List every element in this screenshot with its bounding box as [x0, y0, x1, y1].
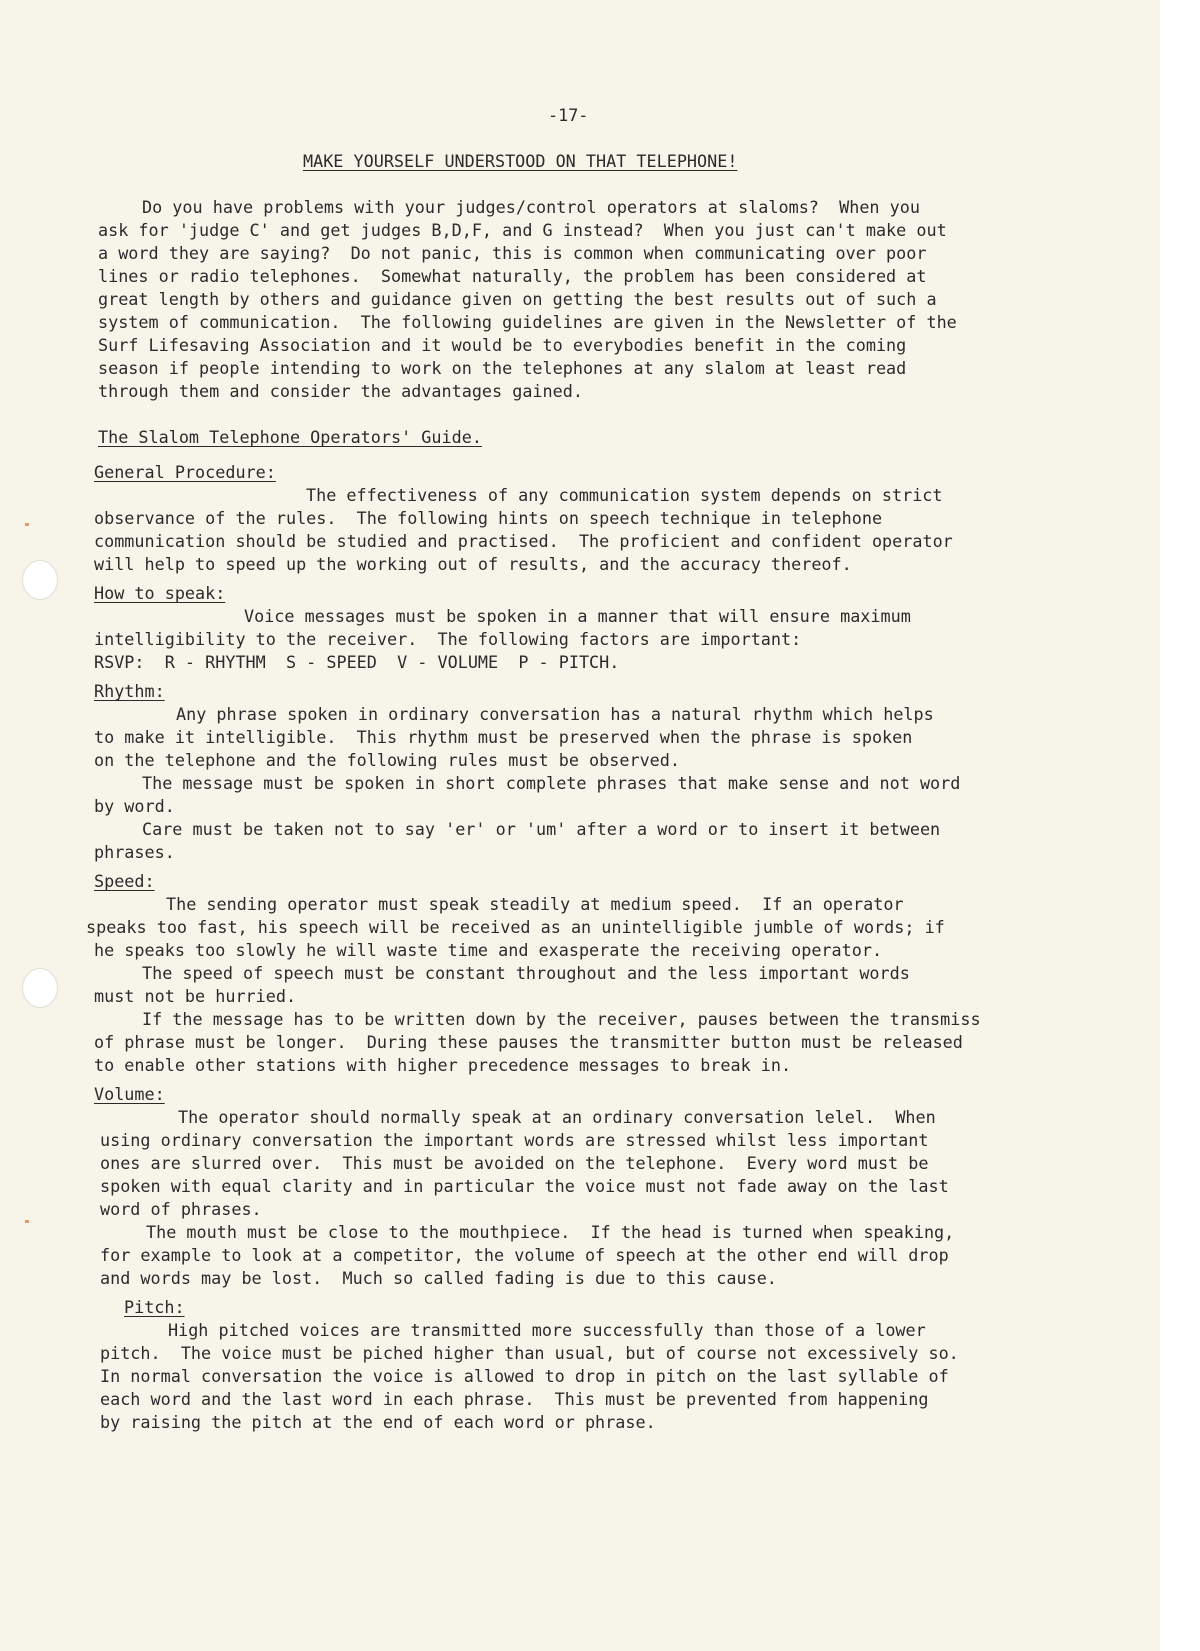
- guide-title: The Slalom Telephone Operators' Guide.: [98, 427, 482, 447]
- page-title: MAKE YOURSELF UNDERSTOOD ON THAT TELEPHONE!: [303, 151, 738, 171]
- intro-line: system of communication. The following guidelines are given in the Newsletter of the: [98, 312, 957, 332]
- volume-line: ones are slurred over. This must be avoided on the telephone. Every word must be: [100, 1153, 929, 1173]
- how-line: intelligibility to the receiver. The following factors are important:: [94, 629, 802, 649]
- volume-line: for example to look at a competitor, the volume of speech at the other end will drop: [100, 1245, 949, 1265]
- volume-line: using ordinary conversation the important words are stressed whilst less important: [100, 1130, 929, 1150]
- pitch-line: by raising the pitch at the end of each word or phrase.: [100, 1412, 656, 1432]
- pitch-line: High pitched voices are transmitted more successfully than those of a lower: [168, 1320, 926, 1340]
- rhythm-heading: Rhythm:: [94, 681, 165, 701]
- speed-line: to enable other stations with higher precedence messages to break in.: [94, 1055, 792, 1075]
- intro-line: lines or radio telephones. Somewhat naturally, the problem has been considered at: [98, 266, 927, 286]
- speed-line: he speaks too slowly he will waste time and exasperate the receiving operator.: [94, 940, 883, 960]
- intro-line: a word they are saying? Do not panic, this is common when communicating over poor: [98, 243, 927, 263]
- rhythm-line: to make it intelligible. This rhythm must be preserved when the phrase is spoken: [94, 727, 913, 747]
- general-line: will help to speed up the working out of results, and the accuracy thereof.: [94, 554, 852, 574]
- volume-line: word of phrases.: [100, 1199, 262, 1219]
- general-line: The effectiveness of any communication system depends on strict: [306, 485, 943, 505]
- speed-line: The sending operator must speak steadily at medium speed. If an operator: [166, 894, 904, 914]
- volume-line: spoken with equal clarity and in particular the voice must not fade away on the last: [100, 1176, 949, 1196]
- intro-line: great length by others and guidance given on getting the best results out of such a: [98, 289, 937, 309]
- intro-line: ask for 'judge C' and get judges B,D,F, and G instead? When you just can't make out: [98, 220, 947, 240]
- volume-line: The mouth must be close to the mouthpiece. If the head is turned when speaking,: [146, 1222, 955, 1242]
- intro-line: season if people intending to work on the telephones at any slalom at least read: [98, 358, 907, 378]
- intro-line: Surf Lifesaving Association and it would be to everybodies benefit in the coming: [98, 335, 907, 355]
- pitch-line: In normal conversation the voice is allowed to drop in pitch on the last syllable of: [100, 1366, 949, 1386]
- how-heading: How to speak:: [94, 583, 226, 603]
- page-number: -17-: [548, 105, 589, 125]
- document-body: [86, 0, 1158, 1463]
- margin-mark: [25, 523, 29, 526]
- pitch-line: pitch. The voice must be piched higher than usual, but of course not excessively so.: [100, 1343, 959, 1363]
- speed-heading: Speed:: [94, 871, 155, 891]
- rhythm-line: by word.: [94, 796, 175, 816]
- general-line: communication should be studied and practised. The proficient and confident operator: [94, 531, 953, 551]
- speed-line: must not be hurried.: [94, 986, 297, 1006]
- rhythm-line: Care must be taken not to say 'er' or 'um' after a word or to insert it between: [142, 819, 941, 839]
- pitch-line: each word and the last word in each phrase. This must be prevented from happening: [100, 1389, 929, 1409]
- punch-hole-bottom: [22, 968, 58, 1008]
- volume-line: The operator should normally speak at an ordinary conversation lelel. When: [178, 1107, 936, 1127]
- intro-line: through them and consider the advantages gained.: [98, 381, 583, 401]
- volume-line: and words may be lost. Much so called fading is due to this cause.: [100, 1268, 777, 1288]
- page-edge: [1160, 0, 1200, 1651]
- rhythm-line: The message must be spoken in short complete phrases that make sense and not word: [142, 773, 961, 793]
- margin-mark: [25, 1220, 29, 1223]
- rhythm-line: phrases.: [94, 842, 175, 862]
- rhythm-line: Any phrase spoken in ordinary conversation has a natural rhythm which helps: [176, 704, 934, 724]
- general-heading: General Procedure:: [94, 462, 276, 482]
- speed-line: If the message has to be written down by the receiver, pauses between the transmiss: [142, 1009, 981, 1029]
- volume-heading: Volume:: [94, 1084, 165, 1104]
- rhythm-line: on the telephone and the following rules must be observed.: [94, 750, 680, 770]
- rsvp-line: RSVP: R - RHYTHM S - SPEED V - VOLUME P - PITCH.: [94, 652, 620, 672]
- general-line: observance of the rules. The following hints on speech technique in telephone: [94, 508, 883, 528]
- intro-line: Do you have problems with your judges/control operators at slaloms? When you: [142, 197, 920, 217]
- punch-hole-top: [22, 560, 58, 600]
- pitch-heading: Pitch:: [124, 1297, 185, 1317]
- speed-line: speaks too fast, his speech will be received as an unintelligible jumble of words; if: [86, 917, 945, 937]
- speed-line: of phrase must be longer. During these pauses the transmitter button must be released: [94, 1032, 963, 1052]
- speed-line: The speed of speech must be constant throughout and the less important words: [142, 963, 910, 983]
- how-line: Voice messages must be spoken in a manner that will ensure maximum: [244, 606, 911, 626]
